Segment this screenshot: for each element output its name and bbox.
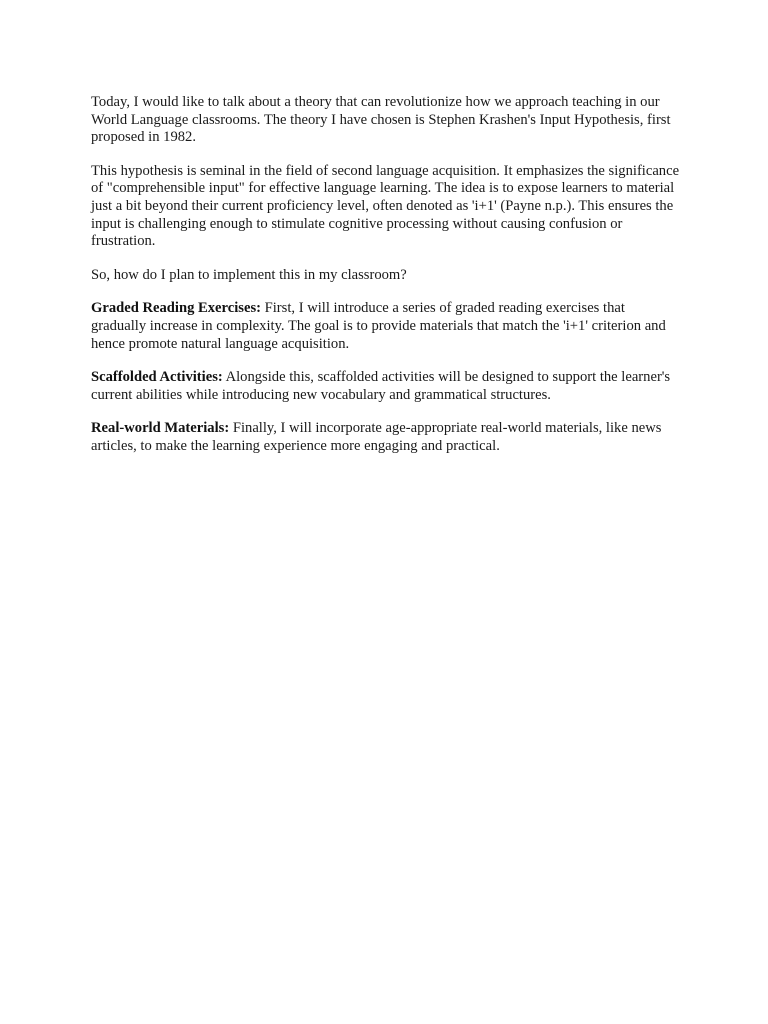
real-world-materials-text: Finally, I will incorporate age-appropriate real-world materials, like news articles, to make the learning experience more engaging and practical. bbox=[91, 420, 662, 454]
graded-reading-text: First, I will introduce a series of graded reading exercises that gradually increase in complexity. The goal is to provide materials that match the 'i+1' criterion and hence promote natural language acquisition. bbox=[91, 300, 666, 352]
real-world-materials-paragraph bbox=[91, 420, 681, 455]
intro-paragraph: Today, I would like to talk about a theory that can revolutionize how we approach teaching in our World Language classrooms. The theory I have chosen is Stephen Krashen's Input Hypothesis, first proposed in 1982. bbox=[91, 94, 671, 146]
question-paragraph: So, how do I plan to implement this in my classroom? bbox=[91, 266, 407, 283]
graded-reading-paragraph bbox=[91, 300, 681, 353]
scaffolded-activities-text: Alongside this, scaffolded activities will be designed to support the learner's current abilities while introducing new vocabulary and grammatical structures. bbox=[91, 369, 671, 403]
document-body bbox=[91, 94, 681, 472]
hypothesis-paragraph: This hypothesis is seminal in the field of second language acquisition. It emphasizes the significance of "comprehensible input" for effective language learning. The idea is to expose learners to material just a bit beyond their current proficiency level, often denoted as 'i+1' (Payne n.p.). This ensures the input is challenging enough to stimulate cognitive processing without causing confusion or frustration. bbox=[91, 162, 680, 250]
graded-reading-heading: Graded Reading Exercises: bbox=[91, 300, 261, 317]
scaffolded-activities-paragraph bbox=[91, 369, 681, 404]
real-world-materials-heading: Real-world Materials: bbox=[91, 420, 230, 437]
scaffolded-activities-heading: Scaffolded Activities: bbox=[91, 369, 223, 386]
